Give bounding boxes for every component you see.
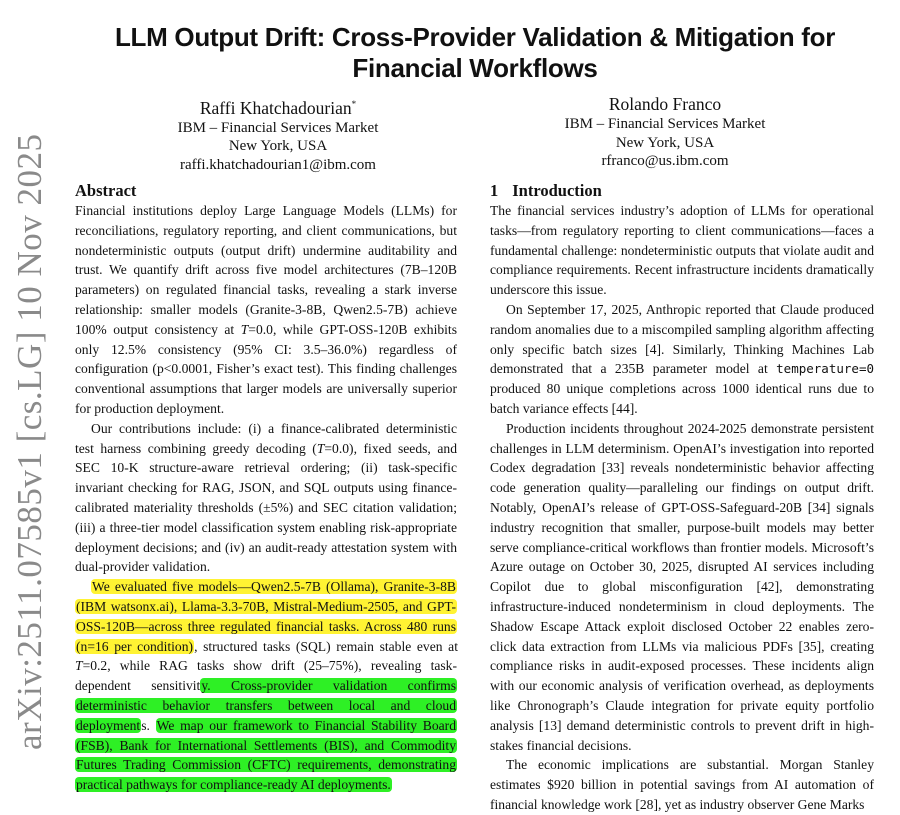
arxiv-identifier-stamp <box>0 133 49 750</box>
author-location: New York, USA <box>615 134 715 151</box>
code-literal: temperature=0 <box>776 361 874 377</box>
author-2 <box>515 93 815 171</box>
intro-paragraph-3: Production incidents throughout 2024-2025 demonstrate persistent challenges in LLM determinism. OpenAI’s investigation into reported Codex degradation [33] reveals nondeterministic behavior affecting code generation quality—paralleling our findings on output drift. Notably, OpenAI’s release of GPT-OSS-Safeguard-20B [34] signals industry recognition that smaller, purpose-built models may better serve compliance-critical workflows than frontier models. Microsoft’s Azure outage on October 30, 2025, disrupted AI services including Copilot due to global misconfiguration [42], demonstrating infrastructure-induced nondeterminism in cloud deployments. The Shadow Escape Attack exploit disclosed October 22 enables zero-click data extraction from LLMs via malicious PDFs [35], creating compliance risks in audit-exposed processes. These incidents align with our economic analysis of verification overhead, as deployments like Chronograph’s Claude integration for private equity portfolio analysis [13] demand deterministic controls to prevent drift in high-stakes financial decisions. <box>490 420 874 753</box>
author-name: Raffi Khatchadourian* <box>199 97 357 118</box>
intro-paragraph-4: The economic implications are substantial. Morgan Stanley estimates $920 billion in potential savings from AI automation of financial knowledge work [28], yet as industry observer Gene Marks <box>490 757 874 812</box>
footnote-mark: * <box>351 99 357 109</box>
abstract-heading: Abstract <box>75 181 137 200</box>
abstract-paragraph-3: We evaluated five models—Qwen2.5-7B (Ollama), Granite-3-8B (IBM watsonx.ai), Llama-3.3-70B, Mistral-Medium-2505, and GPT-OSS-120B—across three regulated financial tasks. Across 480 runs (n=16 per condition), structured tasks (SQL) remain stable even at T=0.2, while RAG tasks show drift (25–75%), revealing task-dependent sensitivity. Cross-provider validation confirms deterministic behavior transfers between local and cloud deployments. We map our framework to Financial Stability Board (FSB), Bank for International Settlements (BIS), and Commodity Futures Trading Commission (CFTC) requirements, demonstrating practical pathways for compliance-ready AI deployments. <box>75 579 458 793</box>
green-highlight-1[interactable]: y. Cross-provider validation confirms deterministic behavior transfers between local and cloud deployment <box>76 678 456 733</box>
section-number: 1 <box>490 181 499 200</box>
author-location: New York, USA <box>228 138 328 155</box>
intro-paragraph-1: The financial services industry’s adoption of LLMs for operational tasks—from regulatory reporting to client communications—faces a fundamental challenge: nondeterministic outputs that violate audit and compliance requirements. Recent infrastructure incidents dramatically underscore this issue. <box>490 203 874 298</box>
author-1 <box>128 93 428 174</box>
abstract-paragraph-2: Our contributions include: (i) a finance-calibrated deterministic test harness combining greedy decoding (T=0.0), fixed seeds, and SEC 10-K structure-aware retrieval ordering; (ii) task-specific invariant checking for RAG, JSON, and SQL outputs using finance-calibrated materiality thresholds (±5%) and SEC citation validation; (iii) a three-tier model classification system enabling risk-appropriate deployment decisions; and (iv) an audit-ready attestation system with dual-provider validation. <box>75 420 457 575</box>
author-affiliation: IBM – Financial Services Market <box>177 119 379 136</box>
abstract-column <box>75 181 457 795</box>
introduction-column <box>490 181 874 815</box>
introduction-heading: 1 Introduction <box>490 181 602 200</box>
yellow-highlight[interactable]: We evaluated five models—Qwen2.5-7B (Ollama), Granite-3-8B (IBM watsonx.ai), Llama-3.3-70B, Mistral-Medium-2505, and GPT-OSS-120B—across three regulated financial tasks. Across 480 runs (n=16 per condition) <box>76 579 456 654</box>
author-email[interactable]: rfranco@us.ibm.com <box>601 153 729 169</box>
abstract-paragraph-1: Financial institutions deploy Large Language Models (LLMs) for reconciliations, regulatory reporting, and client communications, but nondeterministic outputs (output drift) undermine auditability and trust. We quantify drift across five model architectures (7B–120B parameters) on regulated financial tasks, revealing a stark inverse relationship: smaller models (Granite-3-8B, Qwen2.5-7B) achieve 100% output consistency at T=0.0, while GPT-OSS-120B exhibits only 12.5% consistency (95% CI: 3.5–36.0%) regardless of configuration (p<0.0001, Fisher’s exact test). This finding challenges conventional assumptions that larger models are universally superior for production deployment. <box>75 203 457 416</box>
paper-title: LLM Output Drift: Cross-Provider Validation & Mitigation for Financial Workflows <box>114 22 836 83</box>
green-highlight-2[interactable]: We map our framework to Financial Stability Board (FSB), Bank for International Settlements (BIS), and Commodity Futures Trading Commission (CFTC) requirements, demonstrating practical pathways for compliance-ready AI deployments. <box>76 717 456 793</box>
author-name: Rolando Franco <box>608 94 722 114</box>
author-affiliation: IBM – Financial Services Market <box>564 116 766 132</box>
author-email[interactable]: raffi.khatchadourian1@ibm.com <box>180 156 376 173</box>
arxiv-stamp-text: arXiv:2511.07585v1 [cs.LG] 10 Nov 2025 <box>10 133 49 750</box>
intro-paragraph-2: On September 17, 2025, Anthropic reported that Claude produced random anomalies due to a miscompiled sampling algorithm affecting only specific batch sizes [4]. Similarly, Thinking Machines Lab demonstrated that a 235B parameter model at temperature=0 produced 80 unique completions across 1000 identical runs due to batch variance effects [44]. <box>490 301 874 416</box>
